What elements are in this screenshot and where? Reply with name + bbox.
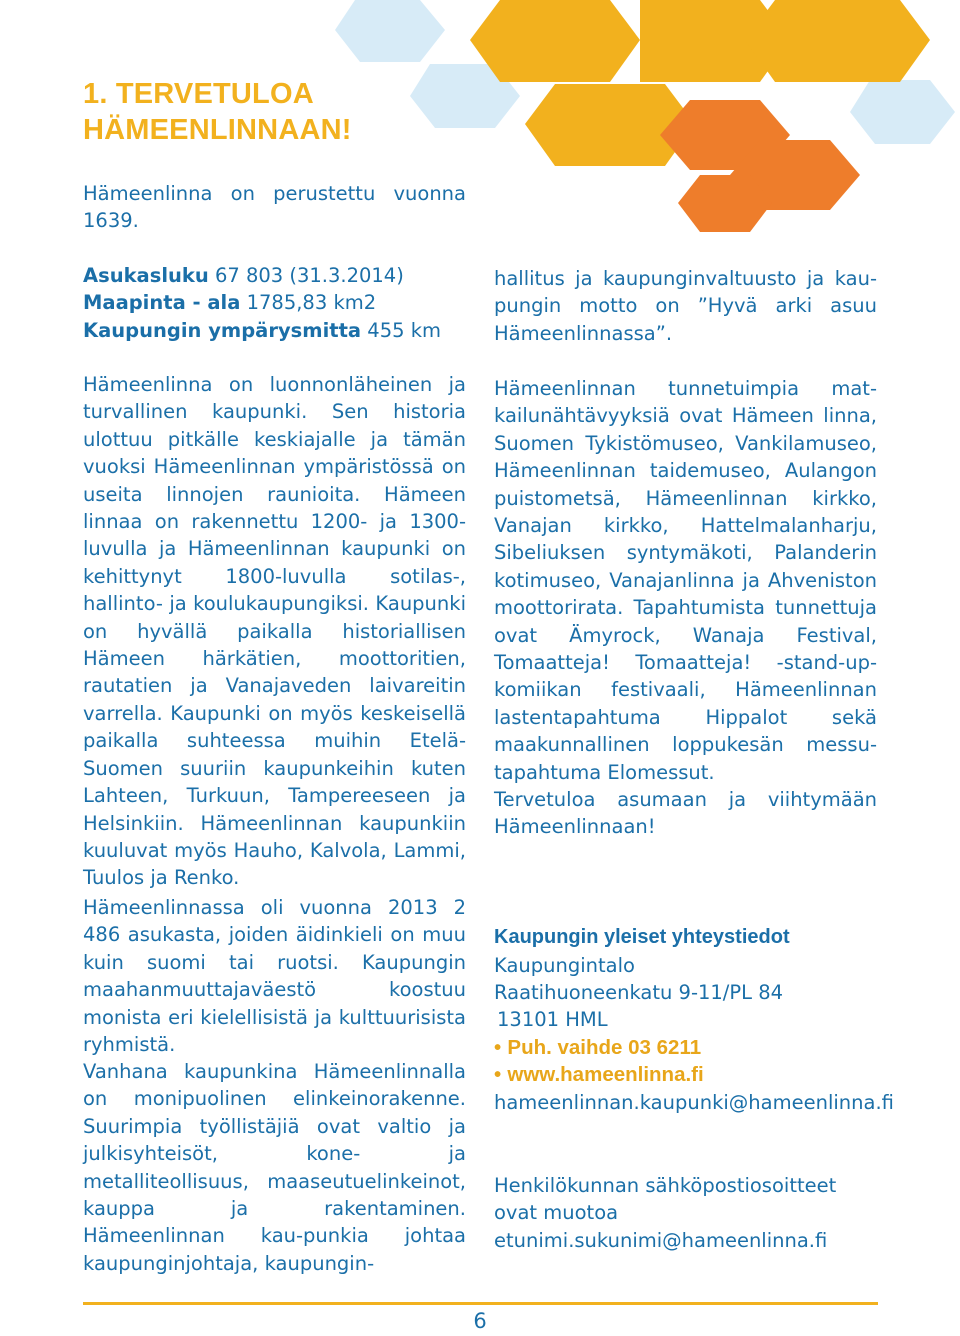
phone-number: Puh. vaihde 03 6211 bbox=[507, 1036, 702, 1059]
contact-website bbox=[494, 1061, 704, 1088]
staff-email-format: etunimi.sukunimi@hameenlinna.fi bbox=[494, 1229, 828, 1252]
stat-perimeter bbox=[83, 317, 441, 344]
stat-population bbox=[83, 262, 404, 289]
footer-divider bbox=[83, 1302, 878, 1305]
staff-email-line-2: ovat muotoa bbox=[494, 1201, 619, 1224]
contact-postal: 13101 HML bbox=[497, 1008, 608, 1031]
title-line-2: HÄMEENLINNAAN! bbox=[83, 114, 352, 146]
bullet-icon: • bbox=[494, 1036, 502, 1059]
stat-value: 1785,83 km2 bbox=[246, 291, 377, 314]
stat-label: Kaupungin ympärysmitta bbox=[83, 319, 362, 342]
contact-address: Raatihuoneenkatu 9-11/PL 84 bbox=[494, 981, 784, 1004]
yellow-shape bbox=[470, 0, 930, 166]
bullet-icon: • bbox=[494, 1063, 502, 1086]
history-paragraph: Hämeenlinna on luonnonläheinen ja turvallinen kaupunki. Sen historia ulottuu pitkälle keskiajalle ja tämän vuoksi Hämeenlinnan ympäristössä on useita linnojen raunioita. Hämeen linnaa on rakennettu 1200- ja 1300-luvulla ja Hämeenlinnan kaupunki on kehittynyt 1800-luvulla sotilas-, hallinto- ja koulukaupungiksi. Kaupunki on hyvällä paikalla historiallisen Hämeen härkätien, moottoritien, rautatien ja Vanajaveden laivareitin varrella. Kaupunki on myös keskeisellä paikalla suhteessa muihin Etelä-Suomen suuriin kaupunkeihin kuten Lahteen, Turkuun, Tampereeseen ja Helsinkiin. Hämeenlinnan kaupunkiin kuuluvat myös Hauho, Kalvola, Lammi, Tuulos ja Renko. bbox=[83, 373, 466, 890]
stat-label: Asukasluku bbox=[83, 264, 209, 287]
website-link[interactable]: www.hameenlinna.fi bbox=[507, 1063, 704, 1086]
sights-paragraph: Hämeenlinnan tunnetuimpia mat-kailunähtävyyksiä ovat Hämeen linna, Suomen Tykistömuseo, Vankilamuseo, Hämeenlinnan taidemuseo, Aulangon puistometsä, Hämeenlinnan kirkko, Vanajan kirkko, Hattelmalanharju, Sibeliuksen syntymäkoti, Palanderin kotimuseo, Vanajanlinna ja Ahveniston moottorirata. Tapahtumista tunnettuja ovat Ämyrock, Wanaja Festival, Tomaatteja! Tomaatteja! -stand-up-komiikan festivaali, Hämeenlinnan lastentapahtuma Hippalot sekä maakunnallinen loppukesän messu-tapahtuma Elomessut. bbox=[494, 377, 877, 784]
economy-paragraph: Vanhana kaupunkina Hämeenlinnalla on monipuolinen elinkeinorakenne. Suurimpia työllistäjiä ovat valtio ja julkisyhteisöt, kone- ja metalliteollisuus, maaseutuelinkeinot, kauppa ja rakentaminen. Hämeenlinnan kau-punkia johtaa kaupunginjohtaja, kaupungin- bbox=[83, 1060, 466, 1275]
intro-text: Hämeenlinna on perustettu vuonna 1639. bbox=[83, 182, 466, 233]
orange-shape bbox=[660, 100, 860, 232]
staff-email-line-1: Henkilökunnan sähköpostiosoitteet bbox=[494, 1174, 837, 1197]
contact-name: Kaupungintalo bbox=[494, 954, 635, 977]
welcome-paragraph: Tervetuloa asumaan ja viihtymään Hämeenlinnaan! bbox=[494, 788, 877, 839]
stat-value: 67 803 (31.3.2014) bbox=[214, 264, 404, 287]
population-paragraph: Hämeenlinnassa oli vuonna 2013 2 486 asukasta, joiden äidinkieli on muu kuin suomi tai ruotsi. Kaupungin maahanmuuttajaväestö koostuu monista eri kielellisistä ja kulttuurisista ryhmistä. bbox=[83, 896, 466, 1057]
contact-heading: Kaupungin yleiset yhteystiedot bbox=[494, 926, 790, 948]
stat-label: Maapinta - ala bbox=[83, 291, 241, 314]
light-blue-shape bbox=[335, 0, 955, 144]
contact-phone bbox=[494, 1034, 701, 1061]
page-title bbox=[83, 76, 352, 148]
title-line-1: 1. TERVETULOA bbox=[83, 78, 314, 110]
contact-email-link[interactable]: hameenlinnan.kaupunki@hameenlinna.fi bbox=[494, 1091, 894, 1114]
continuation-paragraph: hallitus ja kaupunginvaltuusto ja kau-pungin motto on ”Hyvä arki asuu Hämeenlinnassa”. bbox=[494, 267, 877, 345]
page-number: 6 bbox=[473, 1309, 487, 1333]
stat-value: 455 km bbox=[367, 319, 441, 342]
stat-land-area bbox=[83, 289, 376, 316]
